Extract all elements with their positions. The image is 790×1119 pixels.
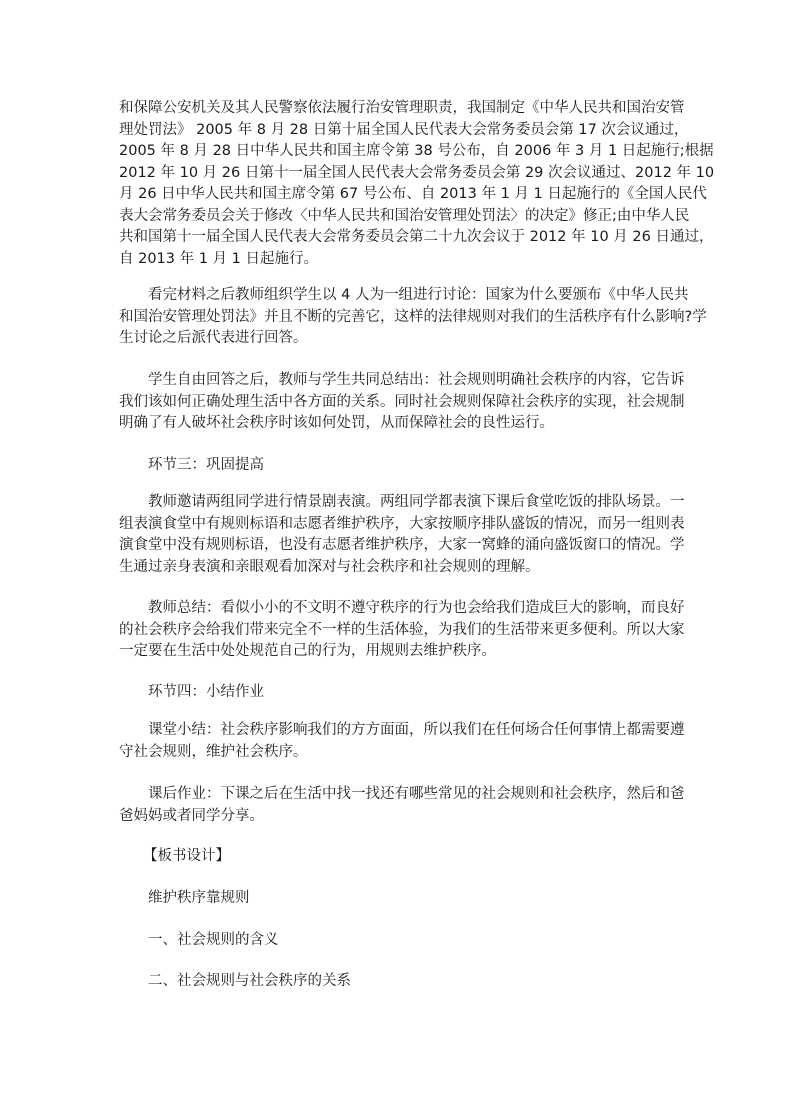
text-line: 2012 年 10 月 26 日第十一届全国人民代表大会常务委员会第 29 次会议通过、2012 年 10 bbox=[119, 164, 715, 181]
board-item-1: 一、社会规则的含义 bbox=[148, 932, 279, 948]
text-line: 学生自由回答之后，教师与学生共同总结出：社会规则明确社会秩序的内容，它告诉 bbox=[148, 372, 685, 388]
text-line: 看完材料之后教师组织学生以 4 人为一组进行讨论：国家为什么要颁布《中华人民共 bbox=[148, 287, 689, 303]
text-line: 教师总结：看似小小的不文明不遵守秩序的行为也会给我们造成巨大的影响，而良好 bbox=[148, 600, 685, 616]
text-line: 爸妈妈或者同学分享。 bbox=[119, 807, 264, 824]
text-line: 自 2013 年 1 月 1 日起施行。 bbox=[119, 250, 319, 267]
paragraph-law-background bbox=[119, 98, 715, 270]
text-line: 课堂小结：社会秩序影响我们的方方面面，所以我们在任何场合任何事情上都需要遵 bbox=[148, 722, 685, 738]
text-line: 的社会秩序会给我们带来完全不一样的生活体验，为我们的生活带来更多便利。所以大家 bbox=[119, 621, 685, 638]
paragraph-teacher-summary bbox=[119, 598, 685, 663]
paragraph-role-play bbox=[119, 492, 685, 578]
text-line: 课后作业：下课之后在生活中找一找还有哪些常见的社会规则和社会秩序，然后和爸 bbox=[148, 786, 685, 802]
text-line: 我们该如何正确处理生活中各方面的关系。同时社会规则保障社会秩序的实现，社会规制 bbox=[119, 393, 685, 410]
text-line: 守社会规则，维护社会秩序。 bbox=[119, 743, 308, 760]
text-line: 和保障公安机关及其人民警察依法履行治安管理职责，我国制定《中华人民共和国治安管 bbox=[119, 100, 685, 116]
text-line: 2005 年 8 月 28 日中华人民共和国主席令第 38 号公布，自 2006 年 3 月 1 日起施行;根据 bbox=[119, 143, 714, 159]
text-line: 月 26 日中华人民共和国主席令第 67 号公布、自 2013 年 1 月 1 日起施行的《全国人民代 bbox=[119, 186, 707, 202]
text-line: 明确了有人破坏社会秩序时该如何处罚，从而保障社会的良性运行。 bbox=[119, 415, 554, 431]
text-line: 生讨论之后派代表进行回答。 bbox=[119, 330, 308, 346]
paragraph-homework bbox=[119, 784, 685, 827]
text-line: 演食堂中没有规则标语，也没有志愿者维护秩序，大家一窝蜂的涌向盛饭窗口的情况。学 bbox=[119, 537, 685, 553]
section-heading-4: 环节四：小结作业 bbox=[148, 684, 264, 700]
section-heading-3: 环节三：巩固提高 bbox=[148, 457, 264, 473]
text-line: 理处罚法》 2005 年 8 月 28 日第十届全国人民代表大会常务委员会第 17 次会议通过， bbox=[119, 121, 689, 138]
text-line: 一定要在生活中处处规范自己的行为，用规则去维护秩序。 bbox=[119, 643, 496, 659]
board-main-topic: 维护秩序靠规则 bbox=[148, 890, 250, 906]
text-line: 生通过亲身表演和亲眼观看加深对与社会秩序和社会规则的理解。 bbox=[119, 558, 540, 575]
text-line: 教师邀请两组同学进行情景剧表演。两组同学都表演下课后食堂吃饭的排队场景。一 bbox=[148, 494, 685, 510]
text-line: 和国治安管理处罚法》并且不断的完善它，这样的法律规则对我们的生活秩序有什么影响?学 bbox=[119, 308, 707, 325]
text-line: 组表演食堂中有规则标语和志愿者维护秩序，大家按顺序排队盛饭的情况，而另一组则表 bbox=[119, 515, 685, 532]
board-item-2: 二、社会规则与社会秩序的关系 bbox=[148, 973, 351, 989]
text-line: 表大会常务委员会关于修改〈中华人民共和国治安管理处罚法〉的决定》修正;由中华人民 bbox=[119, 207, 690, 224]
paragraph-summary bbox=[119, 370, 685, 435]
paragraph-class-summary bbox=[119, 720, 685, 763]
text-line: 共和国第十一届全国人民代表大会常务委员会第二十九次会议于 2012 年 10 月 26 日通过， bbox=[119, 229, 714, 245]
paragraph-discussion bbox=[119, 285, 707, 350]
board-design-title: 【板书设计】 bbox=[143, 848, 230, 864]
